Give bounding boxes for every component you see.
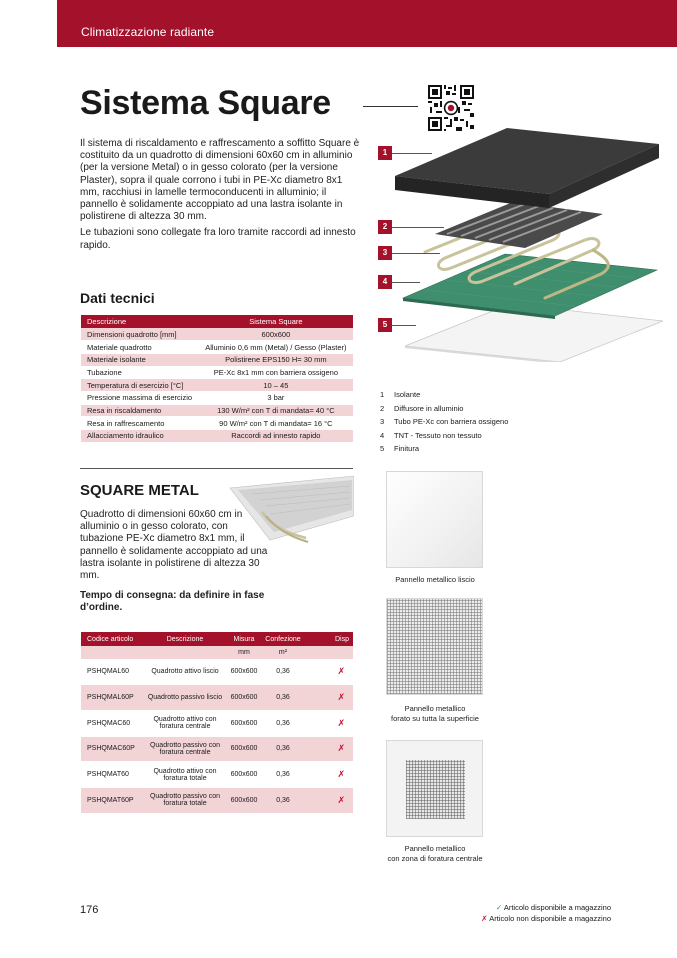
availability-cross-icon: ✗ bbox=[305, 710, 353, 736]
column-header: Disp bbox=[305, 632, 353, 646]
table-cell: 130 W/m² con T di mandata= 40 °C bbox=[199, 404, 353, 417]
product-description: Quadrotto attivo liscio bbox=[143, 659, 227, 685]
panel-forato-caption: Pannello metallico forato su tutta la superficie bbox=[391, 704, 479, 723]
table-cell: Materiale isolante bbox=[81, 353, 199, 366]
product-table bbox=[81, 632, 353, 814]
table-cell bbox=[143, 646, 227, 659]
table-cell: Materiale quadrotto bbox=[81, 341, 199, 354]
table-cell: Dimensioni quadrotto [mm] bbox=[81, 328, 199, 341]
availability-legend bbox=[466, 902, 611, 924]
leader-line bbox=[392, 253, 440, 254]
table-cell: Polistirene EPS150 H= 30 mm bbox=[199, 353, 353, 366]
product-code: PSHQMAL60P bbox=[81, 685, 143, 711]
table-cell: Alluminio 0,6 mm (Metal) / Gesso (Plaster) bbox=[199, 341, 353, 354]
table-row bbox=[81, 391, 353, 404]
table-row bbox=[81, 417, 353, 430]
page-number: 176 bbox=[80, 904, 99, 916]
column-header: Misura bbox=[227, 632, 261, 646]
square-metal-description: Quadrotto di dimensioni 60x60 cm in alluminio o in gesso colorato, con tubazione PE-Xc diametro 8x1 mm, il pannello è solidamente accoppiato ad una lastra isolante in polistirene di altezza 30 mm. bbox=[80, 509, 268, 582]
square-metal-title: SQUARE METAL bbox=[80, 482, 199, 499]
table-row bbox=[81, 379, 353, 392]
availability-cross-icon: ✗ bbox=[305, 762, 353, 788]
table-cell: Allacciamento idraulico bbox=[81, 430, 199, 443]
section-header-bar bbox=[57, 0, 677, 47]
product-description: Quadrotto attivo con foratura centrale bbox=[143, 710, 227, 736]
availability-cross-icon: ✗ bbox=[305, 685, 353, 711]
table-header-row bbox=[81, 315, 353, 328]
section-divider bbox=[80, 468, 353, 469]
intro-paragraph-2: Le tubazioni sono collegate fra loro tramite raccordi ad innesto rapido. bbox=[80, 227, 356, 251]
legend-item: 3 Tubo PE-Xc con barriera ossigeno bbox=[380, 417, 509, 427]
badge-4: 4 bbox=[378, 275, 392, 289]
availability-cross-icon: ✗ bbox=[305, 659, 353, 685]
table-cell: 10 – 45 bbox=[199, 379, 353, 392]
table-cell: Resa in riscaldamento bbox=[81, 404, 199, 417]
table-cell: Tubazione bbox=[81, 366, 199, 379]
product-size: 600x600 bbox=[227, 659, 261, 685]
leader-line bbox=[392, 282, 420, 283]
table-cell bbox=[81, 646, 143, 659]
section-title: Climatizzazione radiante bbox=[81, 25, 215, 39]
table-row bbox=[81, 353, 353, 366]
product-description: Quadrotto passivo con foratura totale bbox=[143, 787, 227, 813]
table-cell: Resa in raffrescamento bbox=[81, 417, 199, 430]
table-row bbox=[81, 787, 353, 813]
product-code: PSHQMAL60 bbox=[81, 659, 143, 685]
intro-text bbox=[80, 138, 362, 256]
product-pack: 0,36 bbox=[261, 736, 305, 762]
product-pack: 0,36 bbox=[261, 762, 305, 788]
exploded-layer-diagram bbox=[395, 128, 665, 362]
leader-line bbox=[392, 325, 416, 326]
legend-item: 1 Isolante bbox=[380, 390, 421, 399]
table-row bbox=[81, 341, 353, 354]
product-size: 600x600 bbox=[227, 710, 261, 736]
product-description: Quadrotto attivo con foratura totale bbox=[143, 762, 227, 788]
badge-3: 3 bbox=[378, 246, 392, 260]
availability-cross-icon: ✗ bbox=[305, 787, 353, 813]
check-icon: ✓ bbox=[495, 903, 503, 912]
table-cell: 3 bar bbox=[199, 391, 353, 404]
table-row bbox=[81, 710, 353, 736]
product-pack: 0,36 bbox=[261, 659, 305, 685]
page-title: Sistema Square bbox=[80, 84, 331, 122]
legend-unavailable: ✗ Articolo non disponibile a magazzino bbox=[481, 914, 611, 923]
table-cell: m² bbox=[261, 646, 305, 659]
product-size: 600x600 bbox=[227, 762, 261, 788]
qr-code-icon[interactable] bbox=[428, 85, 474, 131]
product-pack: 0,36 bbox=[261, 787, 305, 813]
legend-available: ✓ Articolo disponibile a magazzino bbox=[495, 903, 611, 912]
intro-paragraph-1: Il sistema di riscaldamento e raffrescamento a soffitto Square è costituito da un quadrotto di dimensioni 60x60 cm in alluminio (per la versione Metal) o in gesso colorato (per la versione Plaster), sopra il quale corrono i tubi in PE-Xc diametro 8x1 mm, racchiusi in lamelle termoconducenti in alluminio; il pannello è solidamente accoppiato ad una lastra isolante in polistirene di altezza 30 mm. bbox=[80, 138, 360, 223]
table-row bbox=[81, 430, 353, 443]
product-size: 600x600 bbox=[227, 685, 261, 711]
column-header: Sistema Square bbox=[199, 315, 353, 328]
units-row bbox=[81, 646, 353, 659]
delivery-time: Tempo di consegna: da definire in fase d’ordine. bbox=[80, 590, 265, 614]
table-cell: 600x600 bbox=[199, 328, 353, 341]
badge-1: 1 bbox=[378, 146, 392, 160]
table-row bbox=[81, 404, 353, 417]
product-size: 600x600 bbox=[227, 736, 261, 762]
legend-item: 4 TNT - Tessuto non tessuto bbox=[380, 430, 482, 440]
table-cell bbox=[305, 646, 353, 659]
table-row bbox=[81, 762, 353, 788]
panel-forato-image bbox=[386, 598, 483, 695]
product-pack: 0,36 bbox=[261, 685, 305, 711]
product-code: PSHQMAT60P bbox=[81, 787, 143, 813]
table-cell: Raccordi ad innesto rapido bbox=[199, 430, 353, 443]
panel-centrale-image bbox=[386, 740, 483, 837]
availability-cross-icon: ✗ bbox=[305, 736, 353, 762]
product-pack: 0,36 bbox=[261, 710, 305, 736]
table-row bbox=[81, 736, 353, 762]
layer-isolante bbox=[395, 128, 659, 208]
column-header: Codice articolo bbox=[81, 632, 143, 646]
layer-diffusore bbox=[435, 202, 603, 248]
legend-item: 5 Finitura bbox=[380, 444, 420, 454]
table-header-row bbox=[81, 632, 353, 646]
badge-2: 2 bbox=[378, 220, 392, 234]
product-code: PSHQMAC60P bbox=[81, 736, 143, 762]
table-cell: PE-Xc 8x1 mm con barriera ossigeno bbox=[199, 366, 353, 379]
panel-liscio-image bbox=[386, 471, 483, 568]
product-code: PSHQMAC60 bbox=[81, 710, 143, 736]
column-header: Confezione bbox=[261, 632, 305, 646]
table-cell: Temperatura di esercizio [°C] bbox=[81, 379, 199, 392]
table-cell: Pressione massima di esercizio bbox=[81, 391, 199, 404]
table-row bbox=[81, 685, 353, 711]
table-row bbox=[81, 659, 353, 685]
table-row bbox=[81, 366, 353, 379]
badge-5: 5 bbox=[378, 318, 392, 332]
panel-centrale-caption: Pannello metallico con zona di foratura centrale bbox=[387, 844, 483, 863]
table-cell: mm bbox=[227, 646, 261, 659]
product-code: PSHQMAT60 bbox=[81, 762, 143, 788]
dati-tecnici-title: Dati tecnici bbox=[80, 290, 155, 306]
cross-icon: ✗ bbox=[481, 914, 488, 923]
layer-legend bbox=[380, 388, 508, 456]
leader-line bbox=[392, 227, 444, 228]
product-description: Quadrotto passivo liscio bbox=[143, 685, 227, 711]
title-rule bbox=[363, 106, 418, 107]
table-row bbox=[81, 328, 353, 341]
column-header: Descrizione bbox=[81, 315, 199, 328]
leader-line bbox=[392, 153, 432, 154]
layer-tnt bbox=[403, 254, 657, 319]
legend-item: 2 Diffusore in alluminio bbox=[380, 403, 464, 413]
technical-data-table bbox=[81, 315, 353, 443]
column-header: Descrizione bbox=[143, 632, 227, 646]
product-size: 600x600 bbox=[227, 787, 261, 813]
perforated-zone bbox=[406, 760, 465, 819]
panel-liscio-caption: Pannello metallico liscio bbox=[395, 575, 475, 584]
product-description: Quadrotto passivo con foratura centrale bbox=[143, 736, 227, 762]
table-cell: 90 W/m² con T di mandata= 16 °C bbox=[199, 417, 353, 430]
